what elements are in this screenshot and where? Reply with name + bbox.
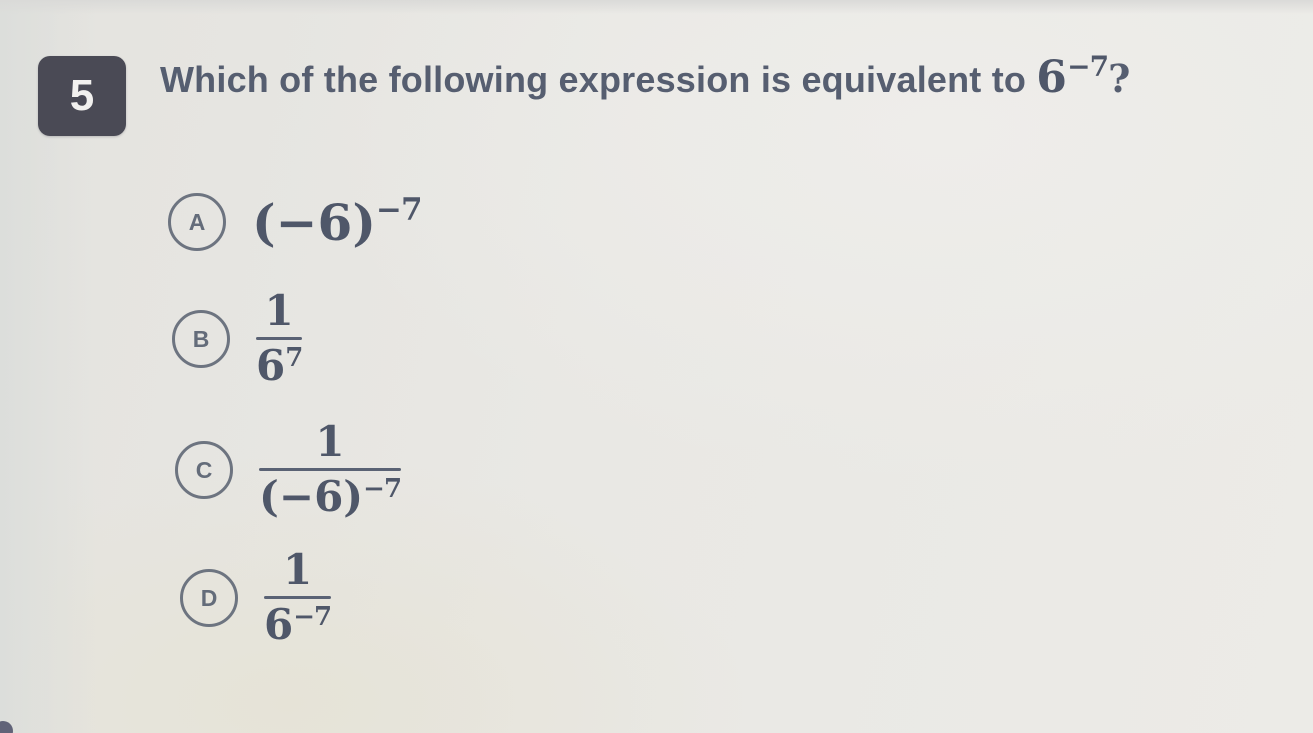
option-c[interactable] — [175, 410, 401, 530]
question-number-badge — [38, 56, 126, 136]
question-math-expression — [1036, 50, 1109, 103]
option-d-numerator: 1 — [282, 544, 313, 594]
option-c-den-exponent: −7 — [363, 473, 402, 504]
option-d-label: D — [200, 584, 218, 611]
option-d-bubble[interactable] — [180, 569, 238, 627]
option-b-label: B — [192, 325, 210, 352]
option-c-denominator — [259, 473, 401, 519]
question-math-base: 6 — [1036, 52, 1068, 103]
option-d-den-base: 6 — [264, 599, 294, 649]
option-a-bubble[interactable] — [168, 193, 226, 251]
option-d-denominator — [264, 601, 331, 647]
option-d-den-exponent: −7 — [293, 601, 332, 632]
option-b-den-exponent: 7 — [285, 342, 303, 373]
option-c-numerator: 1 — [315, 416, 345, 466]
option-d[interactable] — [180, 544, 332, 649]
option-a-label: A — [188, 208, 206, 235]
option-c-label: C — [195, 456, 213, 483]
question-math-exponent: −7 — [1067, 50, 1109, 83]
question-text-prefix: Which of the following expression is equivalent to — [160, 59, 1037, 100]
question-text — [160, 50, 1280, 105]
option-b[interactable] — [172, 285, 303, 390]
option-b-den-base: 6 — [256, 340, 286, 390]
option-d-expression — [264, 544, 332, 649]
option-b-expression — [256, 285, 303, 390]
option-a-expression — [252, 193, 422, 252]
option-c-den-base: (−6) — [259, 471, 364, 521]
corner-artifact — [0, 721, 13, 733]
question-mark: ? — [1108, 56, 1131, 101]
fraction-bar — [264, 596, 331, 599]
option-c-expression — [259, 416, 402, 521]
option-a-base: (−6) — [252, 192, 376, 252]
fraction-bar — [259, 468, 401, 471]
option-c-bubble[interactable] — [175, 441, 233, 499]
option-b-denominator — [256, 342, 302, 388]
question-number: 5 — [69, 71, 95, 120]
fraction-bar — [256, 337, 302, 340]
option-a-exponent: −7 — [376, 191, 422, 228]
option-b-numerator: 1 — [264, 285, 294, 335]
option-a[interactable] — [168, 186, 422, 258]
option-b-bubble[interactable] — [172, 310, 230, 368]
